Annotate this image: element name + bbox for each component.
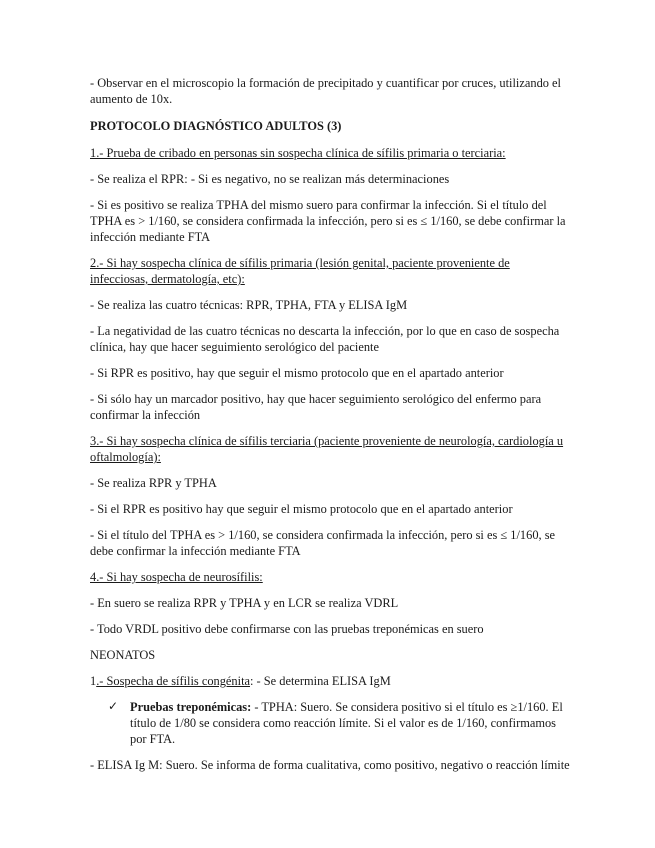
section-2-title: 2.- Si hay sospecha clínica de sífilis primaria (lesión genital, paciente proveniente de infecciosas, dermatología, etc): [90,256,510,286]
protocol-heading: PROTOCOLO DIAGNÓSTICO ADULTOS (3) [90,119,342,133]
section-3-paragraph-1: - Se realiza RPR y TPHA [90,476,217,490]
document-page [90,75,570,773]
section-1-title: 1.- Prueba de cribado en personas sin sospecha clínica de sífilis primaria o terciaria: [90,146,506,160]
bullet-item [108,699,570,747]
section-2-paragraph-1: - Se realiza las cuatro técnicas: RPR, TPHA, FTA y ELISA IgM [90,298,408,312]
section-4-paragraph-1: - En suero se realiza RPR y TPHA y en LCR se realiza VDRL [90,596,399,610]
bullet-label: Pruebas treponémicas: [130,700,252,714]
section-2-paragraph-2: - La negatividad de las cuatro técnicas no descarta la infección, por lo que en caso de sospecha clínica, hay que hacer seguimiento serológico del paciente [90,324,560,354]
section-1-paragraph-2: - Si es positivo se realiza TPHA del mismo suero para confirmar la infección. Si el título del TPHA es > 1/160, se considera confirmada la infección, pero si es ≤ 1/160, se debe confirmar la infección mediante FTA [90,198,566,244]
section-3-title: 3.- Si hay sospecha clínica de sífilis terciaria (paciente proveniente de neurología, cardiología u oftalmología): [90,434,564,464]
bullet-text: - TPHA: Suero. Se considera positivo si el título es ≥1/160. El título de 1/80 se considera como reacción límite. Si el valor es de 1/160, confirmamos por FTA. [130,700,563,746]
paragraph-observar: - Observar en el microscopio la formación de precipitado y cuantificar por cruces, utilizando el aumento de 10x. [90,76,561,106]
neonatos-section-1-number: 1 [90,674,97,688]
section-2-paragraph-4: - Si sólo hay un marcador positivo, hay que hacer seguimiento serológico del enfermo para confirmar la infección [90,392,542,422]
section-4-paragraph-2: - Todo VRDL positivo debe confirmarse con las pruebas treponémicas en suero [90,622,484,636]
neonatos-section-1-title: .- Sospecha de sífilis congénita [96,674,251,688]
section-1-paragraph-1: - Se realiza el RPR: - Si es negativo, no se realizan más determinaciones [90,172,450,186]
neonatos-paragraph-elisa: - ELISA Ig M: Suero. Se informa de forma cualitativa, como positivo, negativo o reacción límite [90,758,570,772]
bullet-body [130,699,570,747]
section-2-paragraph-3: - Si RPR es positivo, hay que seguir el mismo protocolo que en el apartado anterior [90,366,504,380]
neonatos-section-1-rest: : - Se determina ELISA IgM [250,674,391,688]
section-3-paragraph-2: - Si el RPR es positivo hay que seguir el mismo protocolo que en el apartado anterior [90,502,513,516]
neonatos-heading: NEONATOS [90,648,156,662]
neonatos-section-1 [90,673,570,689]
section-4-title: 4.- Si hay sospecha de neurosífilis: [90,570,263,584]
checkmark-icon: ✓ [108,699,119,713]
section-3-paragraph-3: - Si el título del TPHA es > 1/160, se considera confirmada la infección, pero si es ≤ 1/160, se debe confirmar la infección mediante FTA [90,528,556,558]
